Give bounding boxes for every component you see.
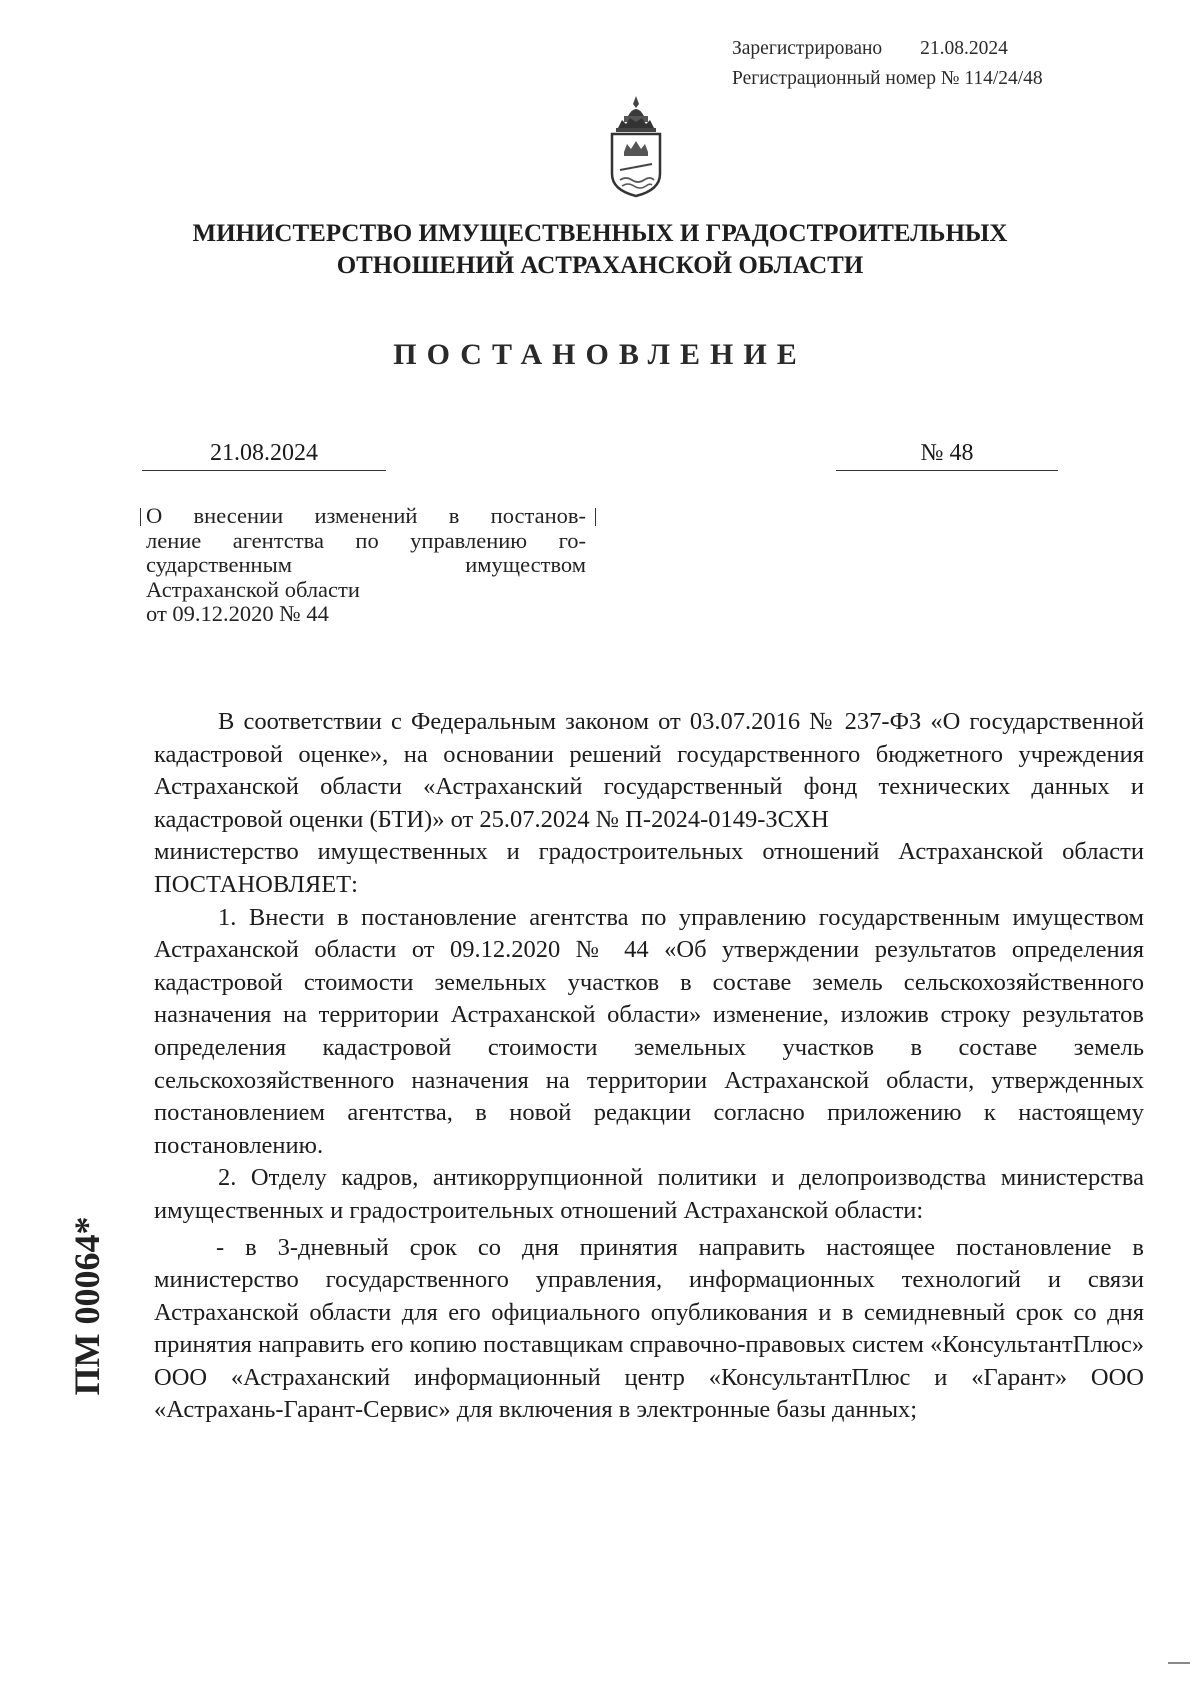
ministry-line-2: ОТНОШЕНИЙ АСТРАХАНСКОЙ ОБЛАСТИ: [336, 252, 864, 279]
item-1-paragraph: 1. Внести в постановление агентства по управлению государственным имуществом Астраханской области от 09.12.2020 № 44 «Об утверждении результатов определения кадастровой стоимости земельных участков в составе земель сельскохозяйственного назначения на территории Астраханской области» изменение, изложив строку результатов определения кадастровой стоимости земельных участков в составе земель сельскохозяйственного назначения на территории Астраханской области, утвержденных постановлением агентства, в новой редакции согласно приложению к настоящему постановлению.: [154, 903, 1144, 1159]
ministry-name: [120, 218, 1080, 282]
subject-line-1: О внесении изменений в постанов-: [146, 503, 586, 528]
registration-label: Зарегистрировано: [732, 38, 883, 59]
item-2-paragraph: 2. Отделу кадров, антикоррупционной политики и делопроизводства министерства имущественных и градостроительных отношений Астраханской области:: [154, 1164, 1144, 1224]
registration-number: Регистрационный номер № 114/24/48: [732, 68, 1043, 89]
subject-line-2: ление агентства по управлению го-: [146, 527, 586, 553]
document-subject: [146, 504, 586, 627]
document-number: № 48: [836, 436, 1058, 471]
document-type-title: ПОСТАНОВЛЕНИЕ: [393, 338, 807, 371]
side-stamp: [62, 1196, 112, 1416]
registration-line: [732, 34, 1043, 64]
subject-line-5: от 09.12.2020 № 44: [146, 601, 329, 626]
edge-mark: [1168, 1662, 1190, 1664]
ministry-line-1: МИНИСТЕРСТВО ИМУЩЕСТВЕННЫХ И ГРАДОСТРОИТЕЛЬНЫХ: [192, 220, 1008, 247]
subject-bracket-right: [589, 508, 596, 526]
document-date: 21.08.2024: [142, 436, 386, 471]
preamble-paragraph: В соответствии с Федеральным законом от 03.07.2016 № 237-ФЗ «О государственной кадастровой оценке», на основании решений государственного бюджетного учреждения Астраханской области «Астраханский государственный фонд технических данных и кадастровой оценки (БТИ)» от 25.07.2024 № П-2024-0149-ЗСХН: [154, 708, 1144, 833]
astrakhan-coat-of-arms-icon: [606, 94, 666, 198]
subject-line-4: Астраханской области: [146, 576, 360, 602]
subject-line-3: сударственным имуществом: [146, 552, 586, 577]
subject-bracket-left: [140, 508, 147, 526]
side-stamp-text: ПМ 00064*: [67, 1216, 107, 1396]
document-body: [154, 706, 1144, 1427]
registration-stamp: [732, 34, 1043, 94]
registration-date: 21.08.2024: [920, 38, 1008, 59]
item-2-dash-paragraph: - в 3-дневный срок со дня принятия направить настоящее постановление в министерство государственного управления, информационных технологий и связи Астраханской области для его официального опубликования и в семидневный срок со дня принятия направить его копию поставщикам справочно-правовых систем «КонсультантПлюс» ООО «Астраханский информационный центр «КонсультантПлюс и «Гарант» ООО «Астрахань-Гарант-Сервис» для включения в электронные базы данных;: [154, 1233, 1144, 1424]
resolve-paragraph: министерство имущественных и градостроительных отношений Астраханской области ПОСТАНОВЛЯЕТ:: [154, 838, 1144, 898]
